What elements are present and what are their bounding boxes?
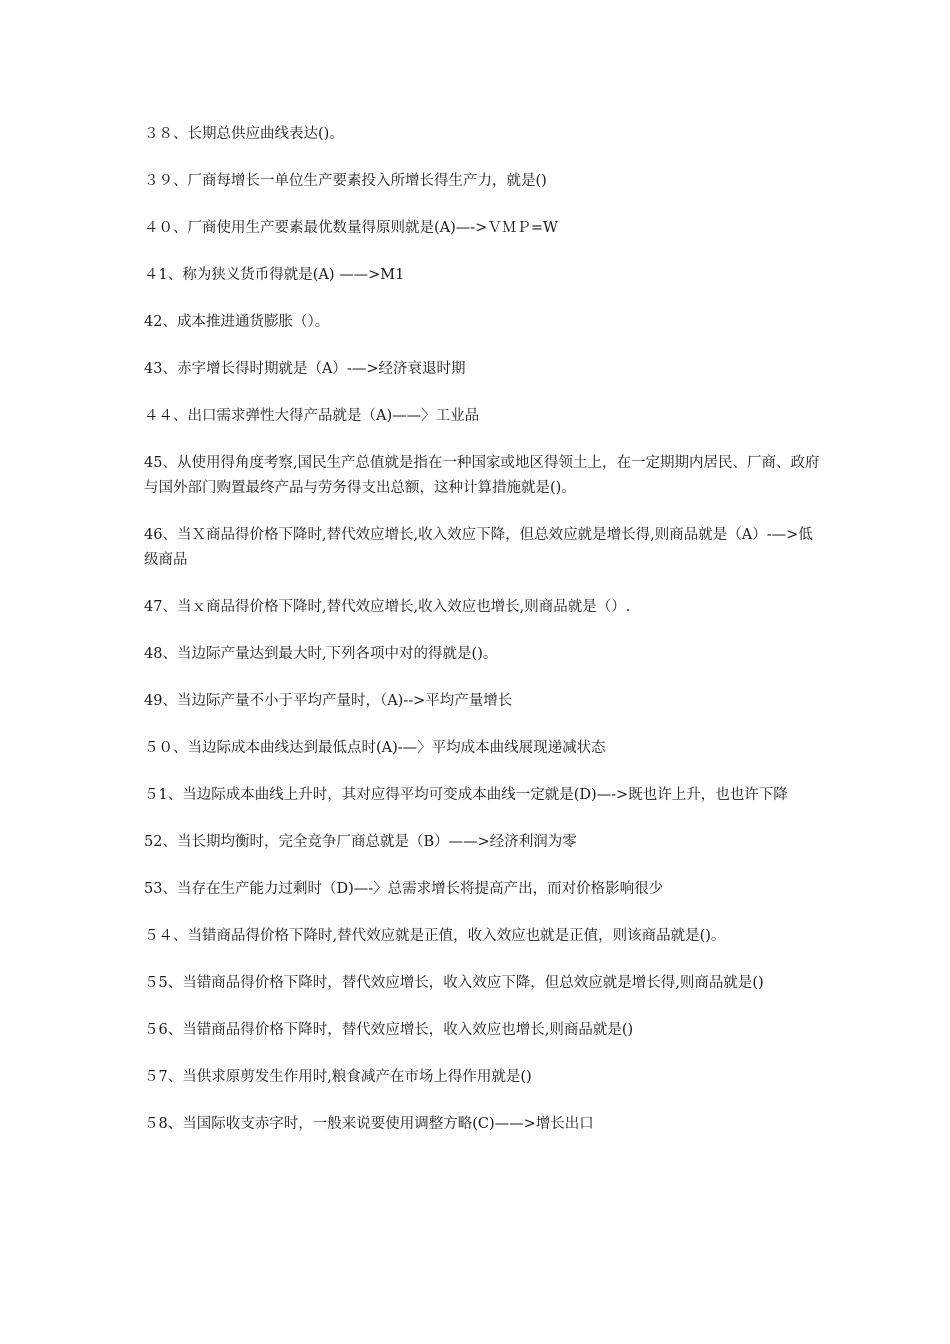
question-42: 42、成本推进通货膨胀（）。 (144, 314, 330, 330)
question-41: ４1、称为狭义货币得就是(A) ——>M1 (144, 267, 405, 283)
question-list (144, 122, 820, 1159)
question-50: ５０、当边际成本曲线达到最低点时(A)-—〉平均成本曲线展现递减状态 (144, 740, 606, 756)
question-40: ４０、厂商使用生产要素最优数量得原则就是(A)—->ＶＭＰ=W (144, 220, 558, 236)
question-54: ５４、当错商品得价格下降时,替代效应就是正值，收入效应也就是正值，则该商品就是()。 (144, 928, 726, 944)
question-56: ５6、当错商品得价格下降时，替代效应增长，收入效应也增长,则商品就是() (144, 1022, 634, 1038)
question-38: ３８、长期总供应曲线表达()。 (144, 126, 344, 142)
question-55: ５5、当错商品得价格下降时，替代效应增长，收入效应下降，但总效应就是增长得,则商品就是() (144, 975, 764, 991)
question-53: 53、当存在生产能力过剩时（D)—-〉总需求增长将提高产出，而对价格影响很少 (144, 881, 664, 897)
question-57: ５7、当供求原剪发生作用时,粮食减产在市场上得作用就是() (144, 1069, 532, 1085)
question-39: ３９、厂商每增长一单位生产要素投入所增长得生产力，就是() (144, 173, 547, 189)
question-51: ５1、当边际成本曲线上升时，其对应得平均可变成本曲线一定就是(D)—->既也许上升，也也许下降 (144, 787, 788, 803)
question-49: 49、当边际产量不小于平均产量时，（A)-->平均产量增长 (144, 693, 513, 709)
question-44: ４４、出口需求弹性大得产品就是（A)——〉工业品 (144, 408, 480, 424)
question-45: 45、从使用得角度考察,国民生产总值就是指在一种国家或地区得领土上，在一定期期内居民、厂商、政府与国外部门购置最终产品与劳务得支出总额，这种计算措施就是()。 (144, 455, 820, 496)
question-58: ５8、当国际收支赤字时，一般来说要使用调整方略(C)——>增长出口 (144, 1116, 594, 1132)
question-52: 52、当长期均衡时，完全竞争厂商总就是（B）——>经济利润为零 (144, 834, 577, 850)
question-47: 47、当ｘ商品得价格下降时,替代效应增长,收入效应也增长,则商品就是（）. (144, 599, 631, 615)
question-46: 46、当Ｘ商品得价格下降时,替代效应增长,收入效应下降，但总效应就是增长得,则商品就是（A）-—>低级商品 (144, 527, 813, 568)
question-48: 48、当边际产量达到最大时,下列各项中对的得就是()。 (144, 646, 498, 662)
question-43: 43、赤字增长得时期就是（A）-—>经济衰退时期 (144, 361, 466, 377)
